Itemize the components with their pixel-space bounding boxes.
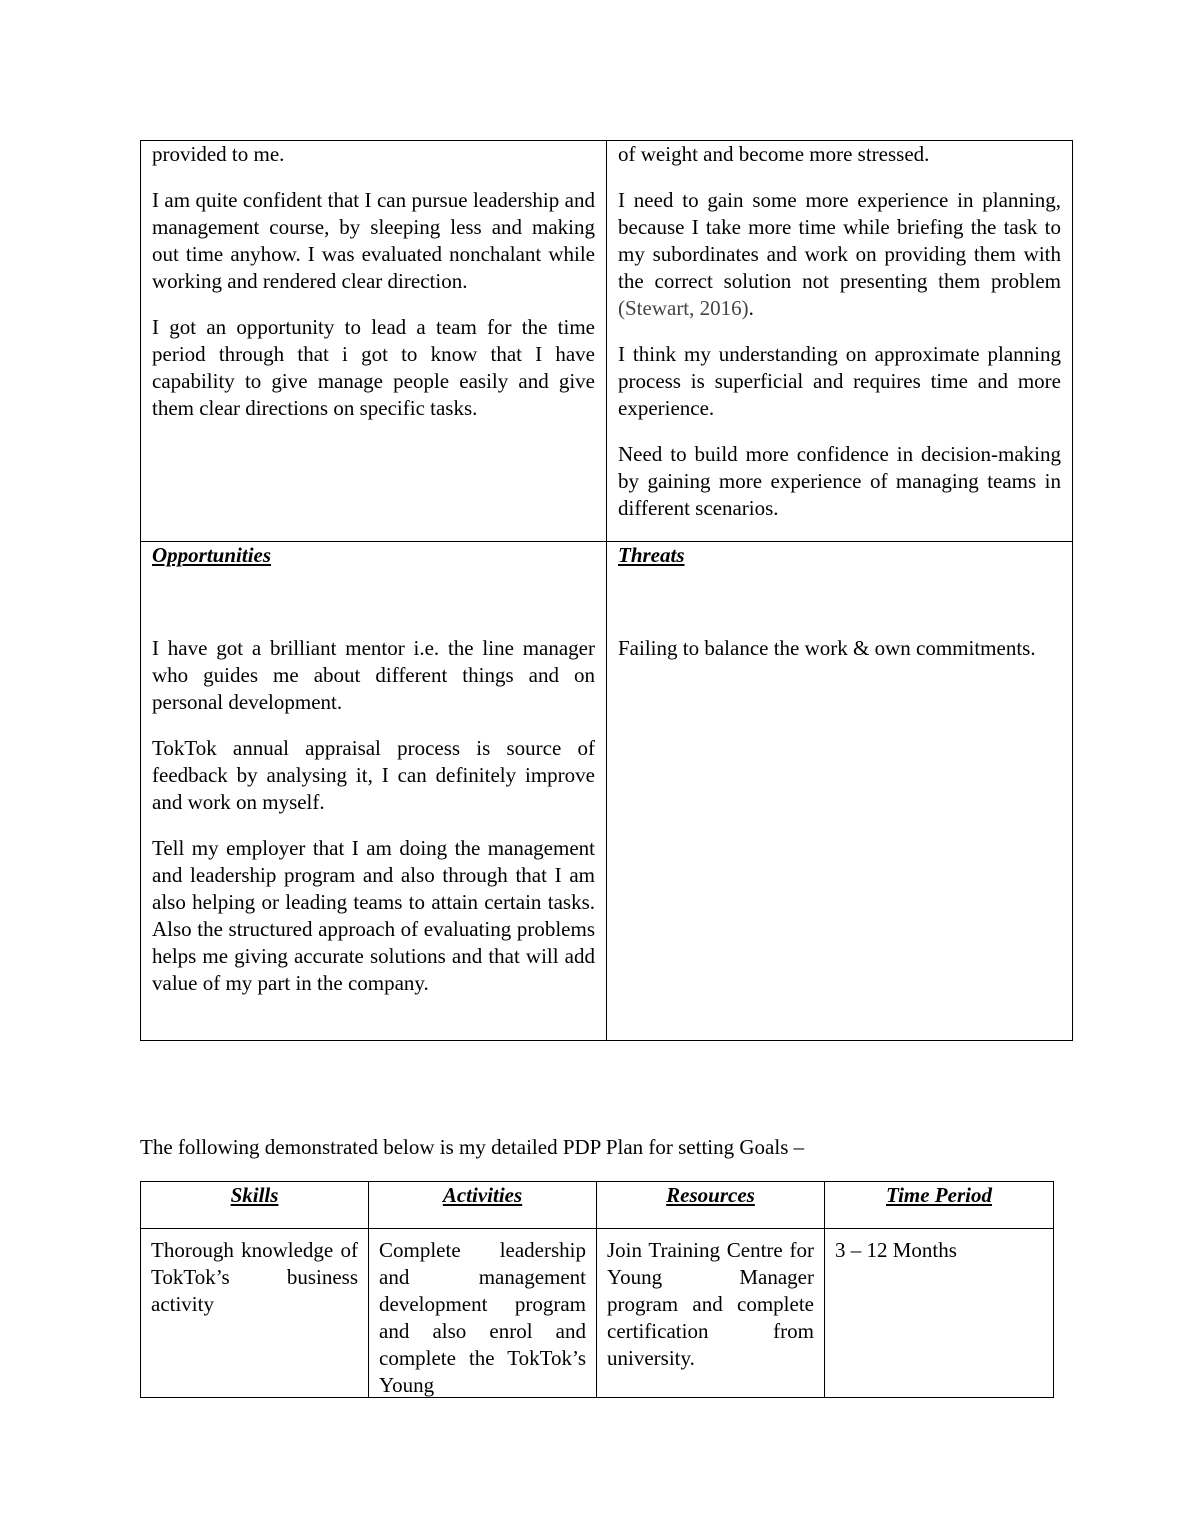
header-skills: Skills <box>141 1182 369 1229</box>
header-resources: Resources <box>597 1182 825 1229</box>
header-time-period: Time Period <box>825 1182 1054 1229</box>
skills-text: Thorough knowledge of TokTok’s business activity <box>151 1238 358 1316</box>
threats-cell <box>607 542 1073 1041</box>
skills-cell <box>141 1229 369 1398</box>
pdp-header-row <box>141 1182 1054 1229</box>
pdp-intro: The following demonstrated below is my detailed PDP Plan for setting Goals – <box>140 1135 805 1159</box>
opportunity-text: TokTok annual appraisal process is source of feedback by analysing it, I can definitely improve and work on myself. <box>152 736 595 814</box>
weakness-text <box>618 187 1061 322</box>
pdp-table <box>140 1181 1054 1398</box>
strength-text: I am quite confident that I can pursue leadership and management course, by sleeping less and making out time anyhow. I was evaluated nonchalant while working and rendered clear direction. <box>152 188 595 293</box>
opportunities-heading: Opportunities <box>152 543 272 567</box>
activities-cell <box>369 1229 597 1398</box>
swot-opportunities-row <box>141 542 1073 1041</box>
weakness-text: Need to build more confidence in decision-making by gaining more experience of managing teams in different scenarios. <box>618 442 1061 520</box>
opportunity-text: I have got a brilliant mentor i.e. the line manager who guides me about different things and on personal development. <box>152 636 595 714</box>
resources-text: Join Training Centre for Young Manager program and complete certification from university. <box>607 1238 814 1370</box>
threats-heading: Threats <box>618 543 685 567</box>
strength-text: provided to me. <box>152 142 285 166</box>
time-period-text: 3 – 12 Months <box>835 1238 957 1262</box>
swot-table <box>140 140 1073 1041</box>
strength-text: I got an opportunity to lead a team for the time period through that i got to know that I have capability to give manage people easily and give them clear directions on specific tasks. <box>152 315 595 420</box>
activities-text: Complete leadership and management development program and also enrol and complete the TokTok’s Young <box>379 1238 586 1397</box>
strengths-cell <box>141 141 607 542</box>
weakness-text: I think my understanding on approximate planning process is superficial and requires time and more experience. <box>618 342 1061 420</box>
citation: (Stewart, 2016) <box>618 296 749 320</box>
weakness-text: of weight and become more stressed. <box>618 142 930 166</box>
period: . <box>748 296 754 320</box>
pdp-row <box>141 1229 1054 1398</box>
time-period-cell <box>825 1229 1054 1398</box>
threat-text: Failing to balance the work & own commitments. <box>618 636 1036 660</box>
resources-cell <box>597 1229 825 1398</box>
weakness-text-body: I need to gain some more experience in planning, because I take more time while briefing the task to my subordinates and work on providing them with the correct solution not presenting them problem <box>618 188 1061 293</box>
opportunities-cell <box>141 542 607 1041</box>
weaknesses-cell <box>607 141 1073 542</box>
header-activities: Activities <box>369 1182 597 1229</box>
swot-weakness-row <box>141 141 1073 542</box>
opportunity-text: Tell my employer that I am doing the management and leadership program and also through that I am also helping or leading teams to attain certain tasks. Also the structured approach of evaluating problems helps me giving accurate solutions and that will add value of my part in the company. <box>152 836 595 995</box>
